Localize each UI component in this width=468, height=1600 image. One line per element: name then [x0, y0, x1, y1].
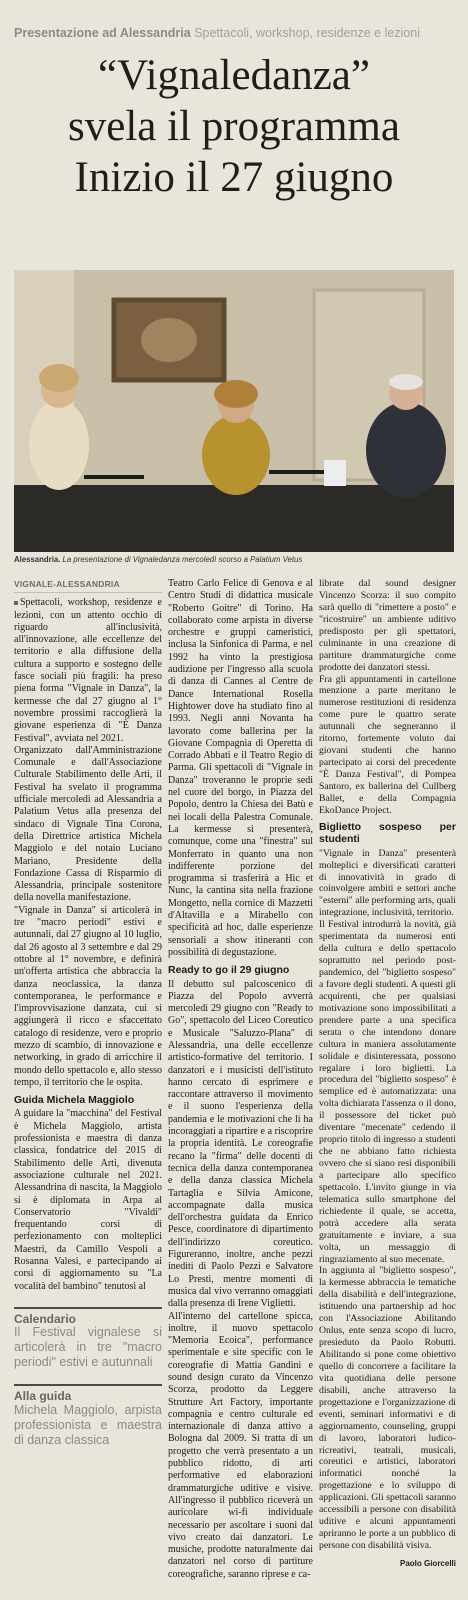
- author-signature: Paolo Giorcelli: [399, 1558, 456, 1568]
- paragraph: Teatro Carlo Felice di Genova e al Centro Studi di didattica musicale "Roberto Goitre" di Torino. Ha collaborato come arpista in diverse orchestre e gruppi cameristici, inclusa la Sinfonica di Parma, e nel 1992 ha vinto la prestigiosa audizione per l'ingresso alla scuola di danza di Cannes al Centre de Dance International Rosella Hightower dove ha studiato fino al 1993. Negli anni Novanta ha lavorato come ballerina per la Giovane Compagnia di Operetta di Corrado Abbati e il Teatro Regio di Parma. Gli spettacoli di "Vignale in Danza" troveranno le proprie sedi nel cuore del borgo, in Piazza del Popolo, dentro la Chiesa dei Batù e nei locali della Palestra Comunale. La kermesse si presenterà, comunque, come una "finestra" sul Monferrato in quanto una non indifferente porzione del programma si trasferirà a Hic et Nunc, la cantina sita nella frazione Mongetto, nella cornice di Mazzetti d'Altavilla e a Mirabello con specificità ad hoc, dalle esperienze sensoriali a show itineranti con possibilità di degustazione.: [168, 578, 313, 958]
- paragraph: Il debutto sul palcoscenico di Piazza del Popolo avverrà mercoledì 29 giugno con "Ready to Go", spettacolo del Liceo Coreutico e Musicale "Saluzzo-Plana" di Alessandria, una delle eccellenze artistico-formative del territorio. I danzatori e i musicisti dell'istituto hanno cercato di esprimere e raccontare attraverso il movimento e il suono l'esperienza della pandemia e le motivazioni che li ha incoraggiati a ripartire e a riscoprire la propria identità. Le coreografie recano la "firma" delle docenti di tecnica della danza contemporanea e della danza classica Michela Tartaglia e Silvia Amicone, accompagnate dalla musica dell'orchestra guidata da Enrico Pesce, coordinatore di dipartimento dell'indirizzo coreutico. Figureranno, inoltre, anche pezzi inediti di Paolo Pezzi e Salvatore Lo Presti, mentre momenti di musica dal vivo verranno omaggiati dalla presenza di Irene Viglietti.: [168, 978, 313, 1310]
- headline: [10, 50, 458, 203]
- calendar-body: Il Festival vignalese si articolerà in tre "macro periodi" estivi e autunnali: [14, 1325, 162, 1370]
- paragraph: Organizzato dall'Amministrazione Comunale e dall'Associazione Culturale Stabilimento delle Arti, il Festival ha svelato il programma ufficiale mercoledì ad Alessandria a Palatium Vetus alla presenza del sindaco di Vignale Tina Corona, della Direttrice artistica Michela Maggiolo e del notaio Luciano Mariano, Presidente della Fondazione Cassa di Risparmio di Alessandria, principale sostenitore della novella manifestazione.: [14, 744, 162, 904]
- guide-body: Michela Maggiolo, arpista professionista e maestra di danza classica: [14, 1402, 162, 1447]
- headline-line-1: “Vignaledanza”: [98, 52, 370, 99]
- paragraph: Il Festival introdurrà la novità, già sperimentata da numerosi enti della cultura e dello spettacolo soprattutto nel periodo post-pandemico, del "biglietto sospeso" a favore degli studenti. A questi gli acquirenti, che per qualsiasi motivazione sono impossibilitati a prendere parte a una specifica serata o che intendono donare cultura in maniera assolutamente solidale e disinteressata, possono regalare i loro biglietti. La procedura del "biglietto sospeso" è semplice ed è automatizzata: una volta dichiarata l'assenza o il dono, il possessore del ticket può diventare "mecenate" cedendo il proprio titolo di ingresso a studenti che ne abbiano fatto richiesta ovvero che si siano resi disponibili a partecipare allo specifico spettacolo. L'invito giunge in via telematica sullo smartphone del richiedente il quale, se accetta, potrà accedere alla serata gratuitamente e inviare, a sua volta, un messaggio di ringraziamento al suo mecenate.: [319, 919, 456, 1265]
- guide-title: Alla guida: [14, 1389, 72, 1404]
- article-column-2: [168, 578, 313, 1581]
- bullet-dot: [14, 601, 18, 605]
- paragraph: "Vignale in Danza" si articolerà in tre "macro periodi" estivi e autunnali, dal 27 giugno al 10 luglio, dal 26 agosto al 3 settembre e dal 29 ottobre al 1° novembre, e definirà un'offerta artistica che abbraccia la danza neoclassica, la danza contemporanea, le performance e l'improvvisazione danzata, cui si aggiungerà il ricco e sfaccettato catalogo di residenze, vero e proprio mezzo di scambio, di innovazione e networking, in grado di arricchire il mondo dello spettacolo e, allo stesso tempo, il territorio che le ospita.: [14, 904, 162, 1088]
- kicker-section: Presentazione ad Alessandria: [14, 26, 191, 40]
- paragraph-text: Spettacoli, workshop, residenze e lezioni, con un attento occhio di riguardo all'inclusività, all'innovazione, alle eccellenze del territorio e alla diffusione della cultura a supporto e sostegno delle fasce sociali più fragili: ha preso piena forma "Vignale in Danza", la kermesse che dal 27 giugno al 1° novembre prossimi raccoglierà la giovane esperienza di "È Danza Festival", avviata nel 2021.: [14, 597, 162, 744]
- paragraph: In aggiunta al "biglietto sospeso", la kermesse abbraccia le tematiche della disabilità e dell'integrazione, istituendo una partnership ad hoc con l'Associazione Abilitando Onlus, ente senza scopo di lucro, presieduto da Paolo Robutti. Abilitando si pone come obiettivo quello di concorrere a facilitare la vita quotidiana delle persone disabili, anche attraverso la progettazione e l'organizzazione di eventi, seminari informativi e di aggiornamento, counseling, gruppi di lavoro, laboratori ludico-ricreativi, teatrali, musicali, coreutici e artistici, laboratori informatici nonché la progettazione e lo sviluppo di applicazioni. Gli spettacoli saranno accessibili a persone con disabilità uditive e alcuni appuntamenti apriranno le porte a un pubblico di persone con disabilità visiva.: [319, 1265, 456, 1551]
- press-conference-photo: [14, 270, 454, 552]
- subheading: Ready to go il 29 giugno: [168, 964, 290, 977]
- paragraph: All'interno del cartellone spicca, inoltre, il nuovo spettacolo "Memoria Ecoica", performance sperimentale e site specific con le coreografie di Mattia Gandini e sound design curato da Vincenzo Scorza, prodotto da Leggere Strutture Art Factory, importante compagnia e centro culturale ed internazionale di danza attivo a Bologna dal 2009. Si tratta di un progetto che verrà presentato a un pubblico ridotto, di arti performative ed elaborazioni drammaturgiche uditive e visive. All'ingresso il pubblico riceverà un auricolare wi-fi individuale necessario per ascoltare i suoni dal vivo creato dai danzatori. Le musiche, prodotte naturalmente dai danzatori nel corso di partiture coreografiche, saranno riprese e ca-: [168, 1310, 313, 1580]
- headline-line-2: svela il programma: [68, 103, 400, 150]
- caption-text: La presentazione di Vignaledanza mercoledì scorso a Palatium Vetus: [62, 555, 303, 564]
- paragraph: "Vignale in Danza" presenterà molteplici e diversificati caratteri di innovatività in grado di coinvolgere ambiti e settori anche "esterni" alle performing arts, quali integrazione, inclusività, territorio.: [319, 847, 456, 919]
- article-column-1: [14, 578, 162, 1448]
- subheading: Biglietto sospeso per studenti: [319, 820, 456, 845]
- photo-illustration: [14, 270, 454, 552]
- headline-line-3: Inizio il 27 giugno: [74, 154, 394, 201]
- dateline: VIGNALE-ALESSANDRIA: [14, 578, 162, 593]
- kicker: [14, 26, 454, 40]
- paragraph: librate dal sound designer Vincenzo Scorza: il suo compito sarà quello di "rimettere a posto" e "ricostruire" un ambiente uditivo predisposto per gli spettatori, culminante in una creazione di partiture drammaturgiche come prodotte dei danzatori stessi.: [319, 578, 456, 673]
- calendar-box: [14, 1307, 162, 1370]
- paragraph: Fra gli appuntamenti in cartellone menzione a parte meritano le numerose restituzioni di residenza come pure le quattro serate autunnali che segneranno il ritorno, fortemente voluto dai giovani studenti che hanno partecipato ai corsi del precedente "È Danza Festival", di Pompea Santoro, ex ballerina del Cullberg Ballet, e della Compagnia EkoDance Project.: [319, 673, 456, 816]
- photo-caption: [14, 555, 454, 564]
- article-column-3: [319, 578, 456, 1570]
- calendar-title: Calendario: [14, 1311, 77, 1326]
- subheading: Guida Michela Maggiolo: [14, 1094, 135, 1107]
- kicker-topics: Spettacoli, workshop, residenze e lezioni: [194, 26, 421, 40]
- guide-box: [14, 1384, 162, 1447]
- paragraph: [14, 597, 162, 745]
- caption-place: Alessandria.: [14, 555, 61, 564]
- paragraph: A guidare la "macchina" del Festival è Michela Maggiolo, artista professionista e maestra di danza classica, fondatrice del 2015 di Stabilimento delle Arti, divenuta associazione culturale nel 2021. Alessandrina di nascita, la Maggiolo si è diplomata in Arpa al Conservatorio "Vivaldi" frequentando corsi di perfezionamento con molteplici Maestri, da Camillo Vespoli a Rosanna Valesi, e partecipando ai corsi di aggiornamento su "La vocalità del bambino" tenutosi al: [14, 1108, 162, 1292]
